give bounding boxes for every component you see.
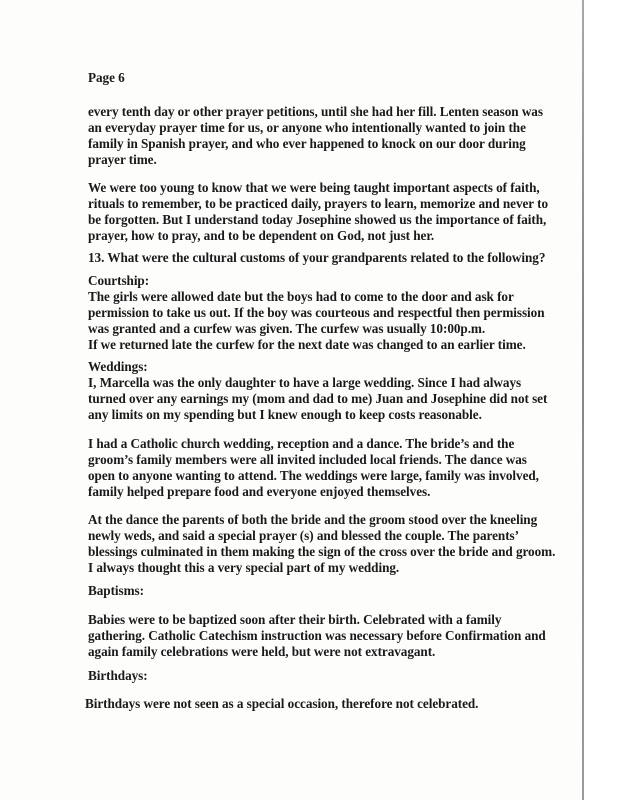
- text-line: I, Marcella was the only daughter to have a large wedding. Since I had always: [88, 375, 522, 390]
- text-line: I had a Catholic church wedding, reception and a dance. The bride’s and the: [88, 436, 515, 451]
- text-line: be forgotten. But I understand today Josephine showed us the importance of faith,: [88, 212, 547, 227]
- section-heading: Baptisms:: [88, 583, 144, 598]
- text-line: prayer, how to pray, and to be dependent on God, not just her.: [88, 228, 435, 243]
- text-line: At the dance the parents of both the bride and the groom stood over the kneeling: [88, 512, 538, 527]
- text-line: family helped prepare food and everyone enjoyed themselves.: [88, 484, 431, 499]
- question-heading: 13. What were the cultural customs of your grandparents related to the following?: [88, 250, 546, 265]
- section-heading: Courtship:: [88, 273, 150, 288]
- text-line: Babies were to be baptized soon after their birth. Celebrated with a family: [88, 612, 502, 627]
- text-line: was granted and a curfew was given. The curfew was usually 10:00p.m.: [88, 321, 486, 336]
- text-line: groom’s family members were all invited included local friends. The dance was: [88, 452, 527, 467]
- section-heading: Weddings:: [88, 359, 148, 374]
- text-line: rituals to remember, to be practiced daily, prayers to learn, memorize and never to: [88, 196, 548, 211]
- scan-margin: [584, 0, 618, 800]
- text-line: blessings culminated in them making the sign of the cross over the bride and groom.: [88, 544, 556, 559]
- text-line: family in Spanish prayer, and who ever happened to knock on our door during: [88, 136, 526, 151]
- text-line: again family celebrations were held, but were not extravagant.: [88, 644, 436, 659]
- scan-edge-line: [582, 0, 584, 800]
- text-line: newly weds, and said a special prayer (s) and blessed the couple. The parents’: [88, 528, 519, 543]
- text-line: gathering. Catholic Catechism instruction was necessary before Confirmation and: [88, 628, 546, 643]
- text-line: The girls were allowed date but the boys had to come to the door and ask for: [88, 289, 514, 304]
- text-line: open to anyone wanting to attend. The weddings were large, family was involved,: [88, 468, 539, 483]
- text-line: every tenth day or other prayer petitions, until she had her fill. Lenten season was: [88, 104, 543, 119]
- text-line: prayer time.: [88, 152, 157, 167]
- text-line: an everyday prayer time for us, or anyone who intentionally wanted to join the: [88, 120, 526, 135]
- text-line: any limits on my spending but I knew enough to keep costs reasonable.: [88, 407, 482, 422]
- section-heading: Birthdays:: [88, 668, 148, 683]
- page-number: Page 6: [88, 70, 125, 85]
- text-line: If we returned late the curfew for the next date was changed to an earlier time.: [88, 337, 526, 352]
- text-line: permission to take us out. If the boy was courteous and respectful then permission: [88, 305, 545, 320]
- text-line: I always thought this a very special part of my wedding.: [88, 560, 400, 575]
- text-line: We were too young to know that we were being taught important aspects of faith,: [88, 180, 540, 195]
- text-line: Birthdays were not seen as a special occasion, therefore not celebrated.: [85, 696, 479, 711]
- text-line: turned over any earnings my (mom and dad to me) Juan and Josephine did not set: [88, 391, 548, 406]
